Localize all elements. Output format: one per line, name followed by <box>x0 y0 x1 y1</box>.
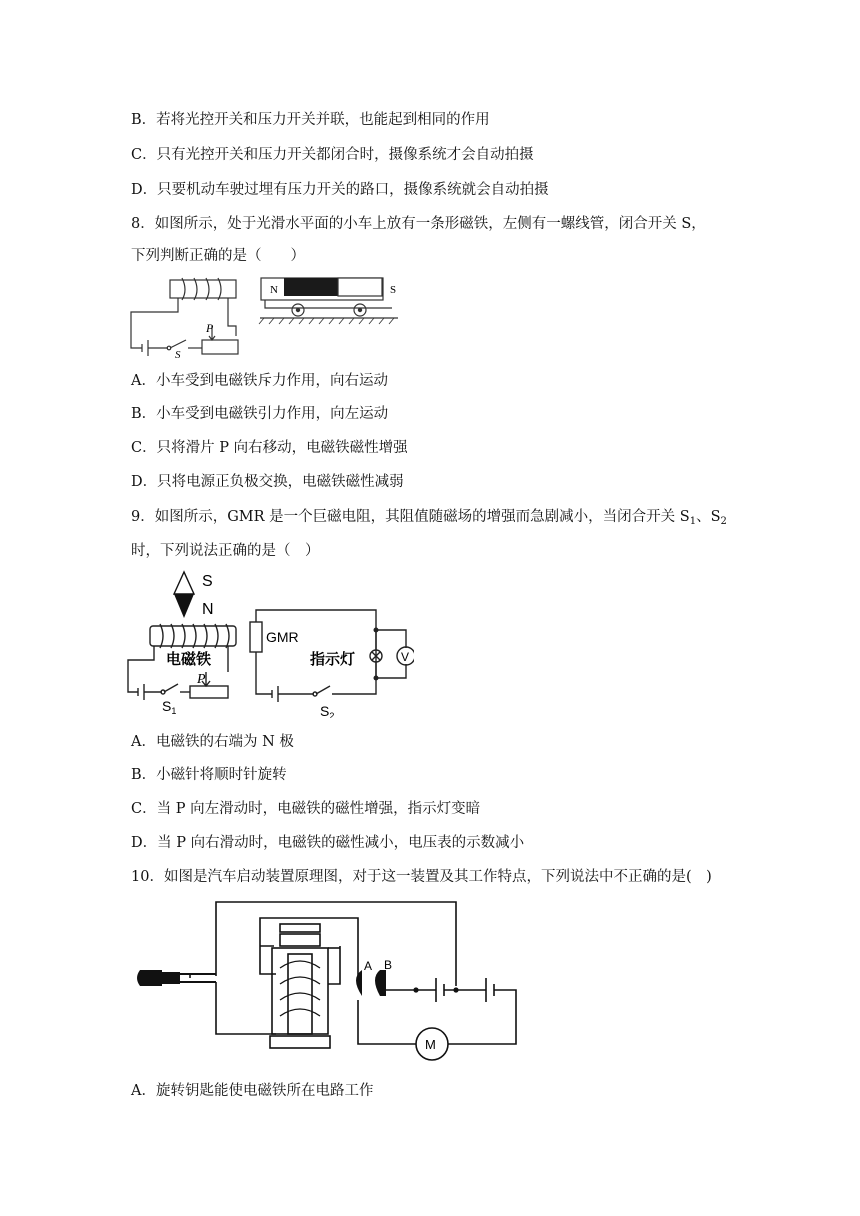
q7-option-b: B．若将光控开关和压力开关并联，也能起到相同的作用 <box>131 112 490 128</box>
magnet-s-label: S <box>390 284 397 296</box>
contact-b-label: B <box>384 958 393 972</box>
q7-option-c: C．只有光控开关和压力开关都闭合时，摄像系统才会自动拍摄 <box>131 147 534 163</box>
q9-stem-s1-subscript: 1 <box>689 516 697 527</box>
slider-p-label: P <box>206 321 214 335</box>
q8-stem-line1: 8．如图所示，处于光滑水平面的小车上放有一条形磁铁，左侧有一螺线管，闭合开关 S， <box>131 216 706 232</box>
q10-option-a: A．旋转钥匙能使电磁铁所在电路工作 <box>131 1083 374 1099</box>
compass-needle-n-half <box>174 594 194 618</box>
bar-magnet-s-half <box>338 278 382 296</box>
q8-option-b: B．小车受到电磁铁引力作用，向左运动 <box>131 406 389 422</box>
gmr-label: GMR <box>266 629 299 645</box>
q9-option-a: A．电磁铁的右端为 N 极 <box>131 734 294 750</box>
q9-option-c: C．当 P 向左滑动时，电磁铁的磁性增强，指示灯变暗 <box>131 801 481 817</box>
q8-option-d: D．只将电源正负极交换，电磁铁磁性减弱 <box>131 474 404 490</box>
contact-b <box>375 970 386 996</box>
q9-option-d: D．当 P 向右滑动时，电磁铁的磁性减小，电压表的示数减小 <box>131 835 525 851</box>
switch-s1-label: $S_1$ <box>162 698 177 716</box>
q9-stem-part2: 、S <box>696 509 721 525</box>
q9-stem-s2-subscript: 2 <box>720 516 727 527</box>
contact-a-label: A <box>364 959 373 973</box>
indicator-lamp-label: 指示灯 <box>310 650 356 668</box>
motor-label: M <box>425 1037 436 1052</box>
q8-figure <box>128 270 418 362</box>
ignition-key <box>137 970 162 986</box>
q9-option-b: B．小磁针将顺时针旋转 <box>131 767 287 783</box>
contact-a <box>356 970 362 996</box>
q7-option-d: D．只要机动车驶过埋有压力开关的路口，摄像系统就会自动拍摄 <box>131 182 549 198</box>
electromagnet-label: 电磁铁 <box>166 650 212 668</box>
needle-n-label: N <box>202 601 214 618</box>
needle-s-label: S <box>202 573 213 590</box>
q9-figure <box>124 566 414 718</box>
q10-stem: 10．如图是汽车启动装置原理图，对于这一装置及其工作特点，下列说法中不正确的是( ) <box>131 869 712 885</box>
magnet-n-label: N <box>270 284 278 296</box>
q9-stem-line1 <box>131 507 727 532</box>
bar-magnet-n-half <box>284 278 338 296</box>
q8-stem-line2: 下列判断正确的是（ ） <box>131 248 305 264</box>
compass-needle-s-half <box>174 572 194 594</box>
q8-option-a: A．小车受到电磁铁斥力作用，向右运动 <box>131 373 388 389</box>
switch-s2-label: $S_2$ <box>320 703 335 718</box>
slider-p-label: P <box>197 672 206 687</box>
q9-stem-part1: 9．如图所示，GMR 是一个巨磁电阻，其阻值随磁场的增强而急剧减小，当闭合开关 S <box>131 509 690 525</box>
q9-stem-line2: 时，下列说法正确的是（ ） <box>131 543 320 559</box>
voltmeter-label: V <box>401 650 410 664</box>
q8-option-c: C．只将滑片 P 向右移动，电磁铁磁性增强 <box>131 440 408 456</box>
q10-figure <box>128 896 524 1066</box>
switch-s-label: S <box>175 349 181 361</box>
